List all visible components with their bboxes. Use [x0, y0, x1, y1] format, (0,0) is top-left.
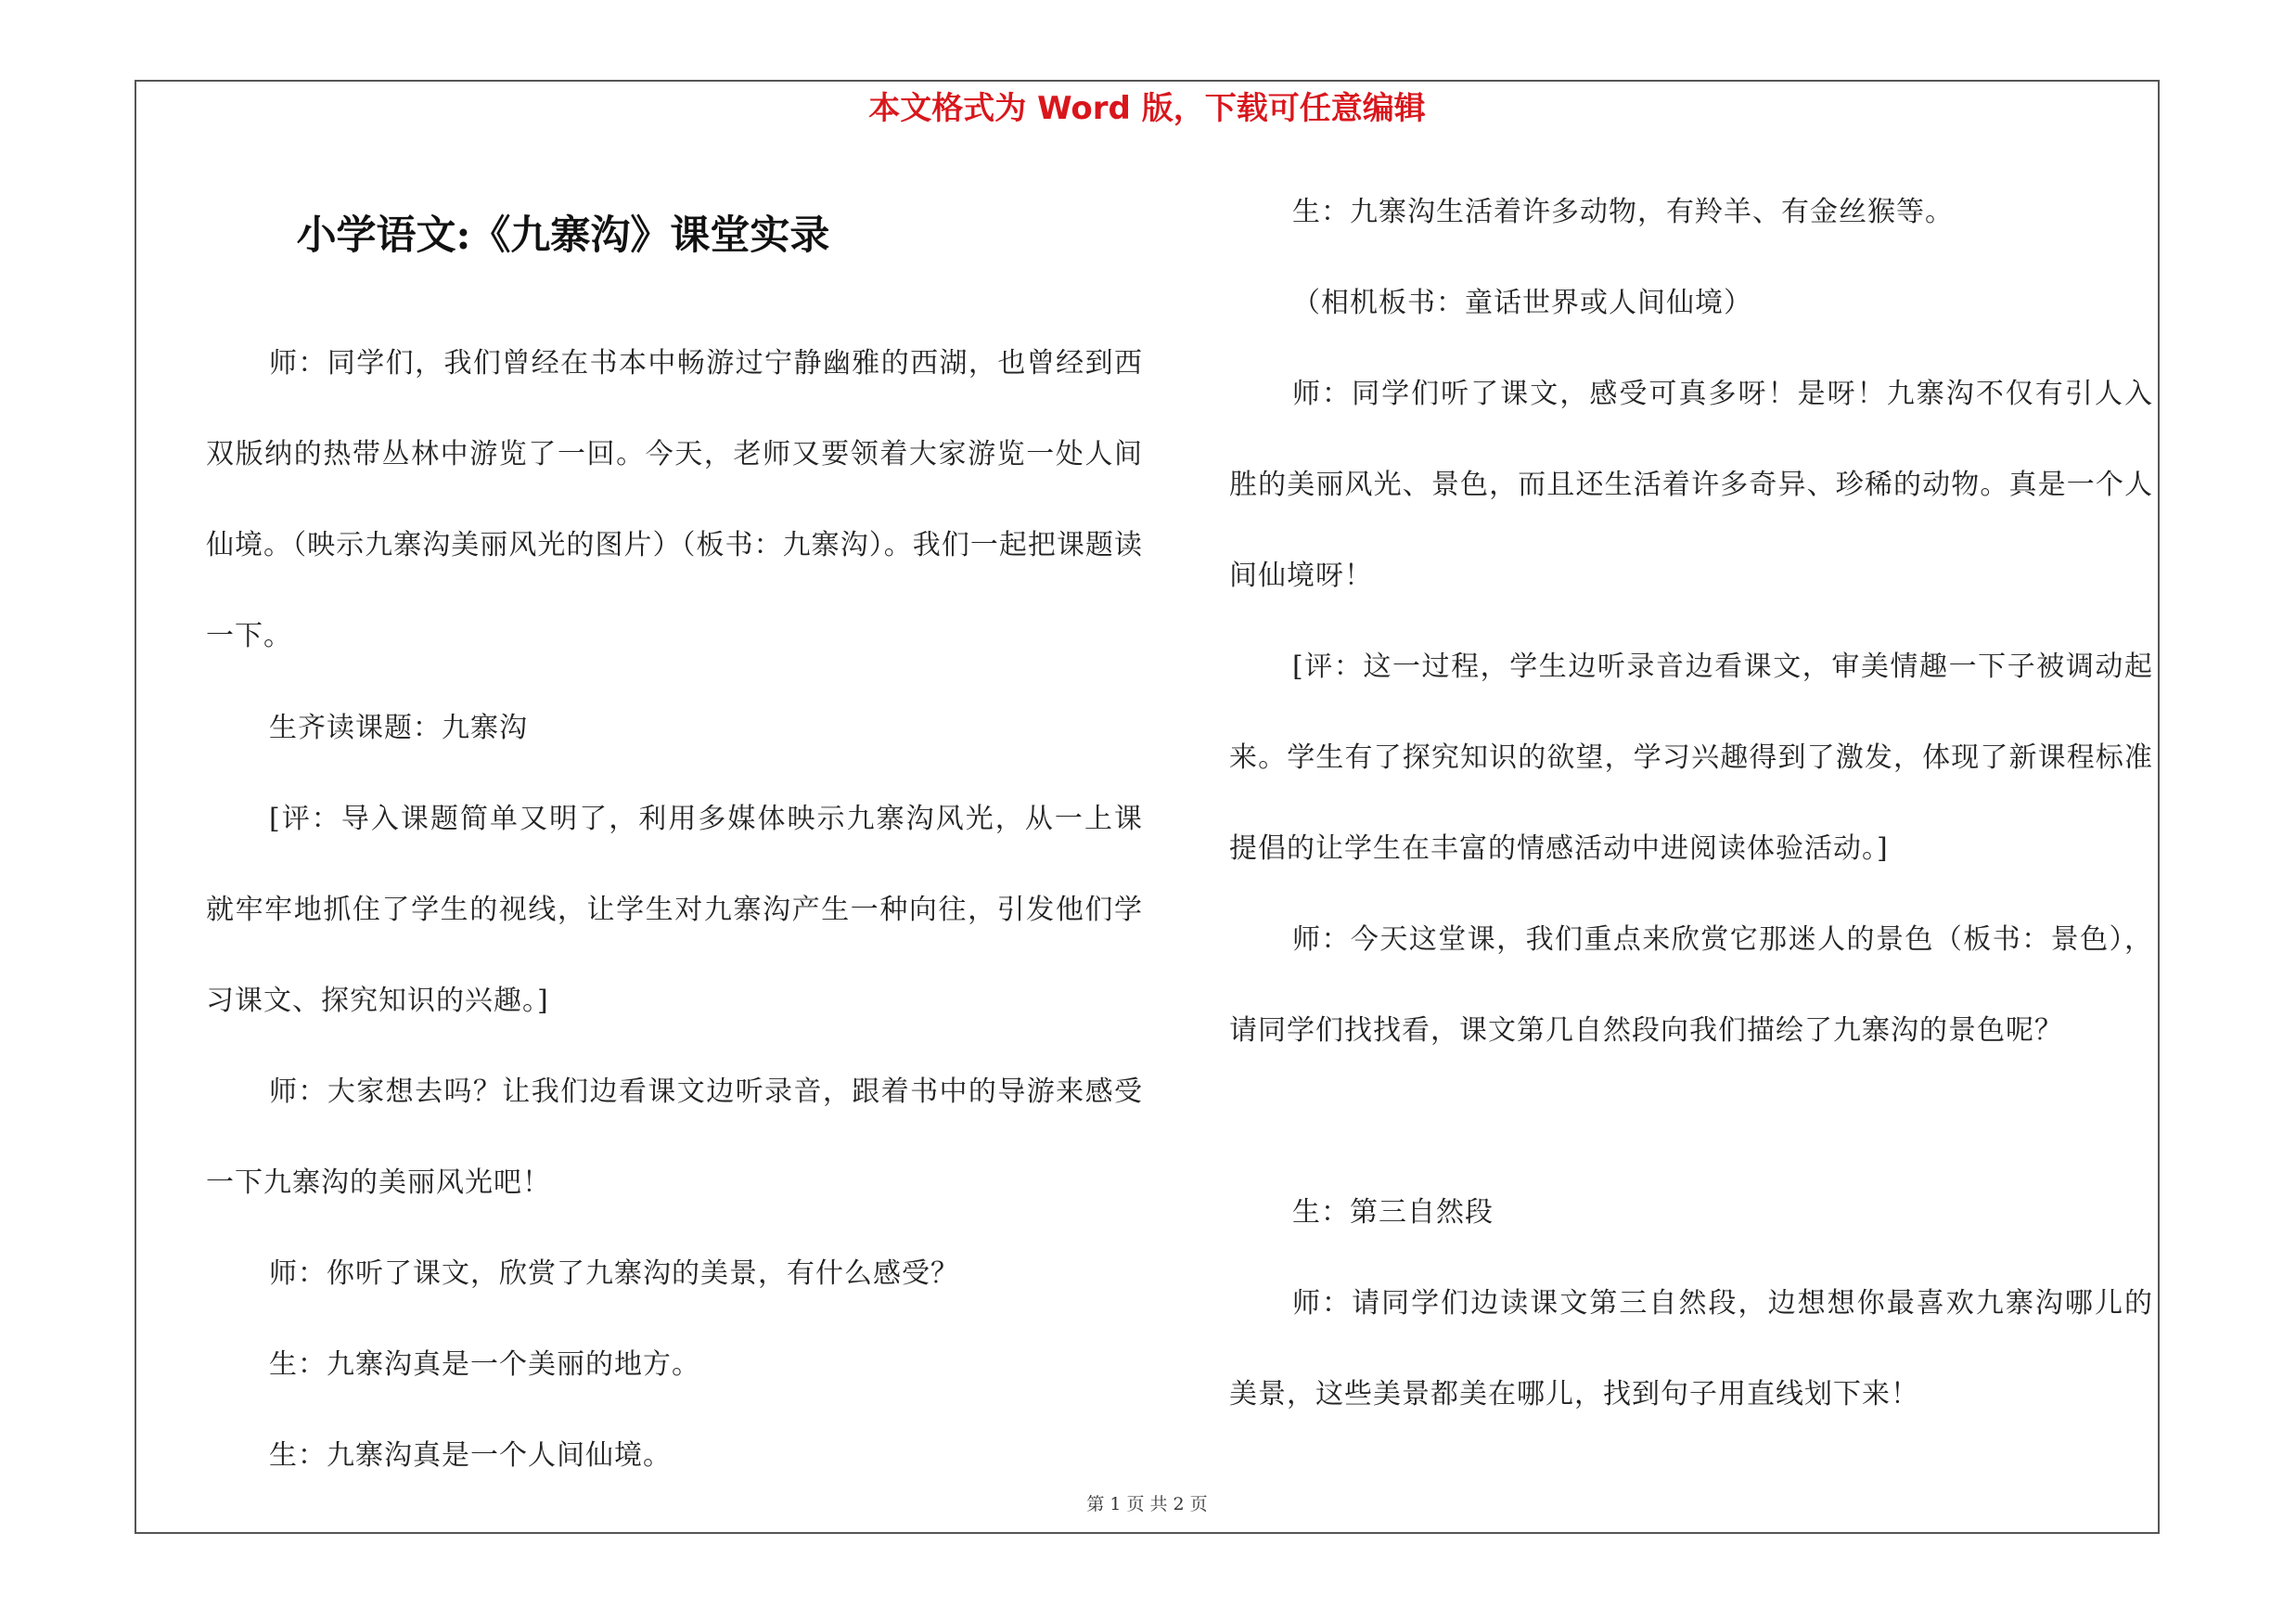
paragraph: 师：同学们听了课文，感受可真多呀！是呀！九寨沟不仅有引人入胜的美丽风光、景色，而且还生活着许多奇异、珍稀的动物。真是一个人间仙境呀！ — [1229, 378, 2153, 592]
page-number-footer: 第 1 页 共 2 页 — [1086, 1494, 1208, 1514]
paragraph: [评：这一过程，学生边听录音边看课文，审美情趣一下子被调动起来。学生有了探究知识的欲望，学习兴趣得到了激发，体现了新课程标准提倡的让学生在丰富的情感活动中进阅读体验活动。] — [1229, 650, 2153, 865]
paragraph: 师：今天这堂课，我们重点来欣赏它那迷人的景色（板书：景色），请同学们找找看，课文第几自然段向我们描绘了九寨沟的景色呢？ — [1229, 923, 2153, 1047]
paragraph: 生齐读课题：九寨沟 — [269, 712, 528, 744]
paragraph: 生：九寨沟真是一个美丽的地方。 — [269, 1348, 700, 1381]
paragraph: 生：第三自然段 — [1292, 1196, 1494, 1229]
paragraph: 师：请同学们边读课文第三自然段，边想想你最喜欢九寨沟哪儿的美景，这些美景都美在哪儿，找到句子用直线划下来！ — [1229, 1287, 2153, 1410]
paragraph: 师：你听了课文，欣赏了九寨沟的美景，有什么感受？ — [269, 1257, 959, 1290]
paragraph: 师：大家想去吗？让我们边看课文边听录音，跟着书中的导游来感受一下九寨沟的美丽风光吧！ — [206, 1076, 1143, 1199]
paragraph: （相机板书：童话世界或人间仙境） — [1292, 287, 1752, 319]
paragraph: 生：九寨沟生活着许多动物，有羚羊、有金丝猴等。 — [1292, 196, 1954, 228]
paragraph: 师：同学们，我们曾经在书本中畅游过宁静幽雅的西湖，也曾经到西双版纳的热带丛林中游览了一回。今天，老师又要领着大家游览一处人间仙境。（映示九寨沟美丽风光的图片）（板书：九寨沟）。我们一起把课题读一下。 — [206, 347, 1143, 652]
paragraph: 生：九寨沟真是一个人间仙境。 — [269, 1439, 672, 1472]
paragraph: [评：导入课题简单又明了，利用多媒体映示九寨沟风光，从一上课就牢牢地抓住了学生的视线，让学生对九寨沟产生一种向往，引发他们学习课文、探究知识的兴趣。] — [206, 803, 1143, 1017]
document-title: 小学语文:《九寨沟》课堂实录 — [296, 213, 830, 259]
editable-banner: 本文格式为 Word 版，下载可任意编辑 — [868, 90, 1426, 127]
